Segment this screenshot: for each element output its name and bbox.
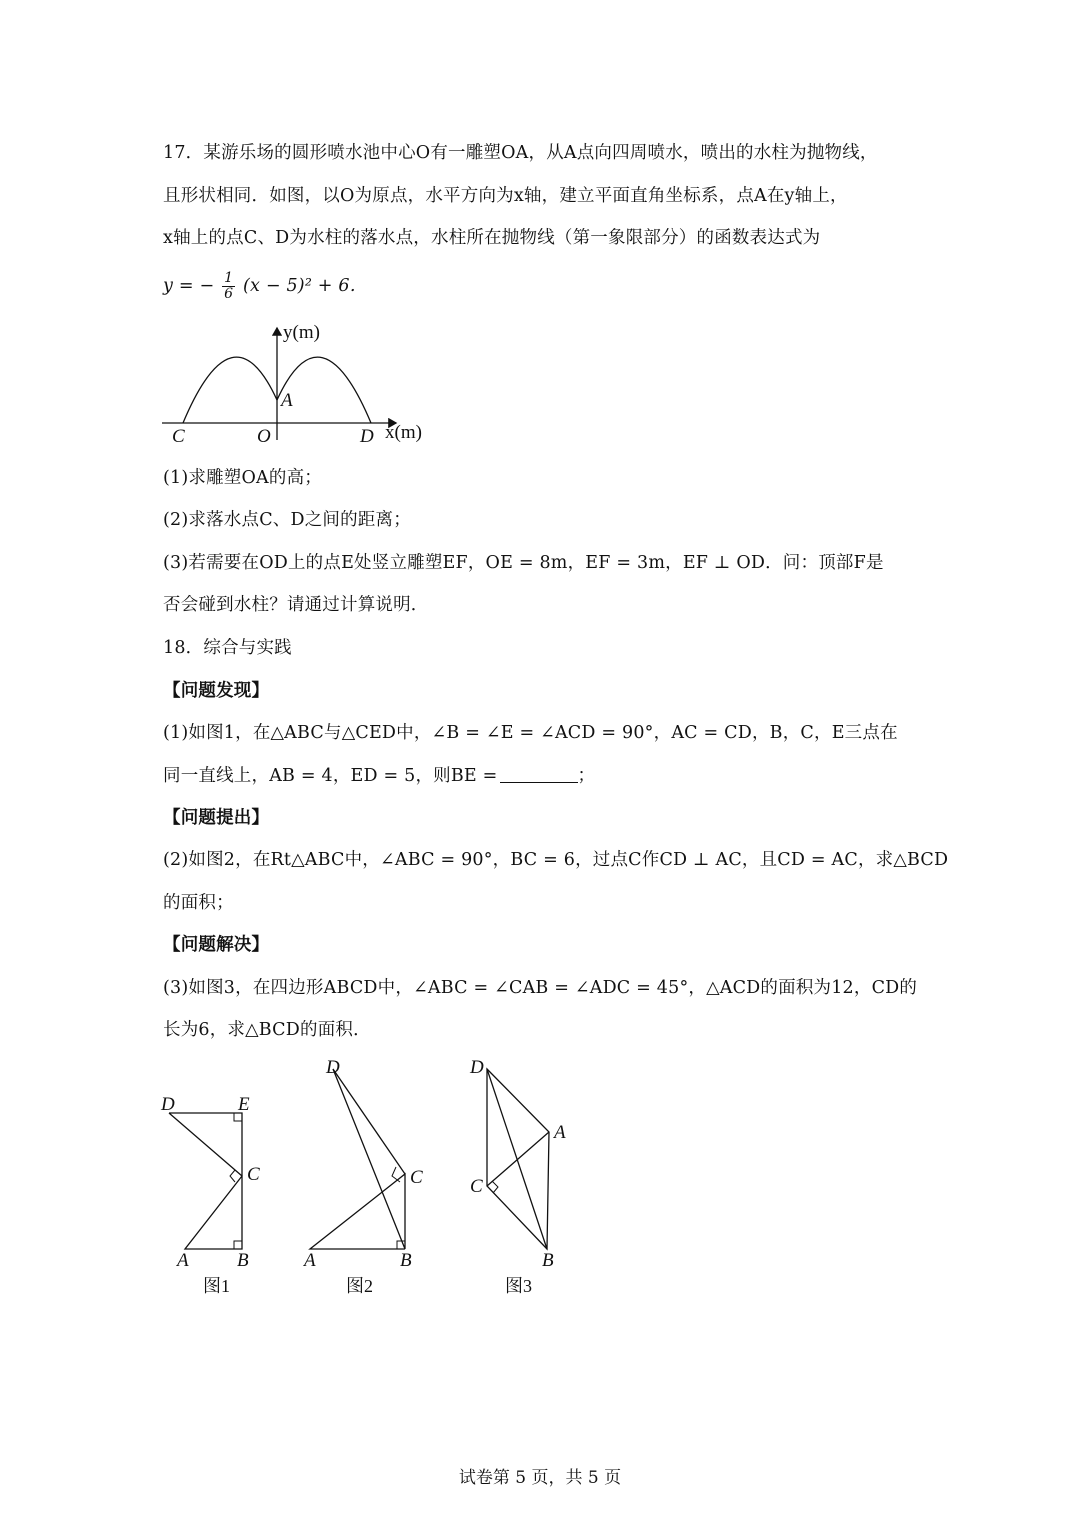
fig2-label-a: A [304, 1250, 316, 1271]
q17-line3: x轴上的点C、D为水柱的落水点，水柱所在抛物线（第一象限部分）的函数表达式为 [163, 228, 821, 248]
fig1-label-a: A [177, 1250, 189, 1271]
fig1-label-d: D [161, 1094, 175, 1115]
fig3-label-b: B [542, 1250, 554, 1271]
q18-p2-line1: (2)如图2，在Rt△ABC中，∠ABC = 90°，BC = 6，过点C作CD ⊥ AC，且CD = AC，求△BCD [163, 850, 949, 870]
fig1-caption: 图1 [203, 1276, 230, 1296]
formula-numerator: 1 [224, 270, 234, 286]
point-a-label: A [281, 390, 293, 411]
fig2-caption: 图2 [346, 1276, 373, 1296]
fig2-label-c: C [410, 1167, 423, 1188]
point-o-label: O [257, 426, 271, 447]
p1-line2-text: 同一直线上，AB = 4，ED = 5，则BE = [163, 766, 498, 786]
figure-1 [155, 1090, 275, 1270]
fig1-label-b: B [237, 1250, 249, 1271]
q18-title: 18．综合与实践 [163, 638, 292, 658]
point-d-label: D [360, 426, 374, 447]
fig2-label-d: D [326, 1057, 340, 1078]
formula-denominator: 6 [224, 286, 234, 302]
q18-section-proposal: 【问题提出】 [163, 808, 270, 828]
fig1-label-c: C [247, 1164, 260, 1185]
page-footer: 试卷第 5 页，共 5 页 [458, 1468, 622, 1488]
fig2-right-angle-c [392, 1167, 400, 1182]
fig1-right-angle-c [230, 1170, 235, 1182]
left-parabola [183, 357, 277, 423]
fig3-label-a: A [554, 1122, 566, 1143]
fig3-diagonal-ca [487, 1132, 549, 1186]
fig3-caption: 图3 [505, 1276, 532, 1296]
point-c-label: C [172, 426, 185, 447]
y-axis-label: y(m) [283, 322, 320, 343]
q18-section-discovery: 【问题发现】 [163, 681, 270, 701]
x-axis-label: x(m) [385, 422, 422, 443]
fig2-label-b: B [400, 1250, 412, 1271]
q17-formula [163, 271, 367, 302]
q18-p1-line1: (1)如图1，在△ABC与△CED中，∠B = ∠E = ∠ACD = 90°，AC = CD，B，C，E三点在 [163, 723, 898, 743]
q17-sub2: (2)求落水点C、D之间的距离； [163, 510, 411, 530]
formula-suffix: (x − 5)² + 6． [242, 276, 368, 296]
q17-line2: 且形状相同．如图，以O为原点，水平方向为x轴，建立平面直角坐标系，点A在y轴上， [163, 186, 848, 206]
q18-p3-line2: 长为6，求△BCD的面积． [163, 1020, 371, 1040]
q17-sub1: (1)求雕塑OA的高； [163, 468, 322, 488]
q18-p3-line1: (3)如图3，在四边形ABCD中，∠ABC = ∠CAB = ∠ADC = 45°，△ACD的面积为12，CD的 [163, 978, 918, 998]
q18-section-solution: 【问题解决】 [163, 935, 270, 955]
q17-sub3-line1: (3)若需要在OD上的点E处竖立雕塑EF，OE = 8m，EF = 3m，EF ⊥ OD．问：顶部F是 [163, 553, 884, 573]
q18-p2-line2: 的面积； [163, 893, 234, 913]
q17-line1: 17．某游乐场的圆形喷水池中心O有一雕塑OA，从A点向四周喷水，喷出的水柱为抛物线， [163, 143, 878, 163]
fig1-label-e: E [238, 1094, 250, 1115]
figure-3 [462, 1055, 582, 1271]
q18-p1-line2 [163, 764, 595, 788]
fig1-lines [169, 1113, 242, 1249]
figure-2 [298, 1055, 438, 1271]
fig3-right-angle-c [492, 1181, 498, 1193]
p1-line2-end: ； [577, 766, 596, 786]
answer-blank [500, 766, 578, 783]
formula-fraction [222, 271, 235, 302]
fountain-figure [160, 322, 440, 452]
fig3-label-d: D [470, 1057, 484, 1078]
fig3-label-c: C [470, 1176, 483, 1197]
q17-sub3-line2: 否会碰到水柱？请通过计算说明． [163, 595, 429, 615]
fig3-diagonal-db [487, 1069, 547, 1249]
fig1-right-angle-b [234, 1241, 242, 1249]
fig2-lines [310, 1069, 405, 1249]
formula-prefix: y = − [163, 276, 215, 296]
